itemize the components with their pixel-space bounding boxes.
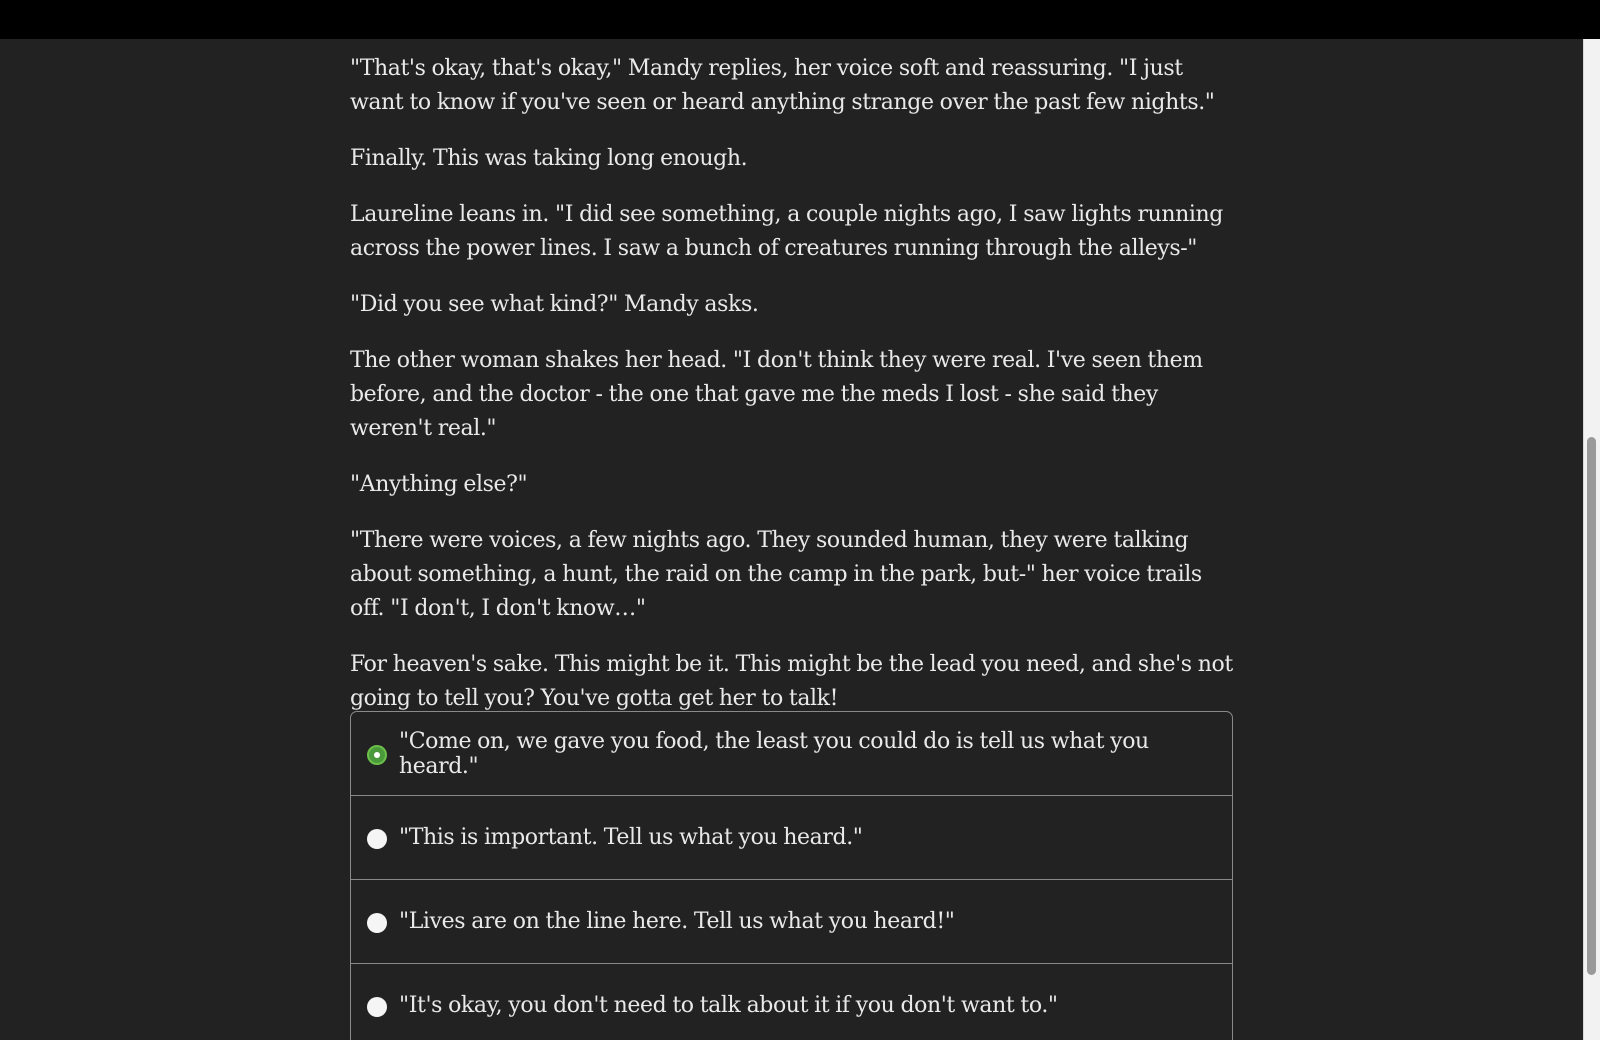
- choice-option-3[interactable]: [351, 880, 1232, 964]
- story-paragraph: The other woman shakes her head. "I don't think they were real. I've seen them before, and the doctor - the one that gave me the meds I lost - she said they weren't real.": [350, 348, 1203, 441]
- story-paragraph: "Anything else?": [350, 472, 528, 497]
- choice-list: [350, 711, 1233, 1040]
- story-paragraph: "Did you see what kind?" Mandy asks.: [350, 292, 759, 317]
- scrollbar[interactable]: [1583, 39, 1600, 1040]
- story-paragraph: "That's okay, that's okay," Mandy replies, her voice soft and reassuring. "I just want to know if you've seen or heard anything strange over the past few nights.": [350, 56, 1215, 115]
- choice-option-1[interactable]: [351, 712, 1232, 796]
- scrollbar-thumb[interactable]: [1587, 437, 1596, 975]
- choice-label: "Come on, we gave you food, the least you could do is tell us what you heard.": [399, 728, 1149, 779]
- radio-unselected-icon[interactable]: [367, 997, 387, 1017]
- radio-unselected-icon[interactable]: [367, 829, 387, 849]
- story-paragraph: Laureline leans in. "I did see something, a couple nights ago, I saw lights running across the power lines. I saw a bunch of creatures running through the alleys-": [350, 202, 1223, 261]
- choice-label: "It's okay, you don't need to talk about it if you don't want to.": [399, 993, 1058, 1018]
- choice-option-4[interactable]: [351, 964, 1232, 1040]
- choice-label: "Lives are on the line here. Tell us what you heard!": [399, 909, 955, 934]
- top-bar: [0, 0, 1600, 39]
- story-text: [350, 52, 1234, 738]
- story-paragraph: "There were voices, a few nights ago. They sounded human, they were talking about something, a hunt, the raid on the camp in the park, but-" her voice trails off. "I don't, I don't know…": [350, 528, 1202, 621]
- radio-unselected-icon[interactable]: [367, 913, 387, 933]
- radio-selected-icon[interactable]: [367, 745, 387, 765]
- story-paragraph: For heaven's sake. This might be it. This might be the lead you need, and she's not going to tell you? You've gotta get her to talk!: [350, 652, 1233, 711]
- story-paragraph: Finally. This was taking long enough.: [350, 146, 748, 171]
- choice-label: "This is important. Tell us what you heard.": [399, 825, 863, 850]
- choice-option-2[interactable]: [351, 796, 1232, 880]
